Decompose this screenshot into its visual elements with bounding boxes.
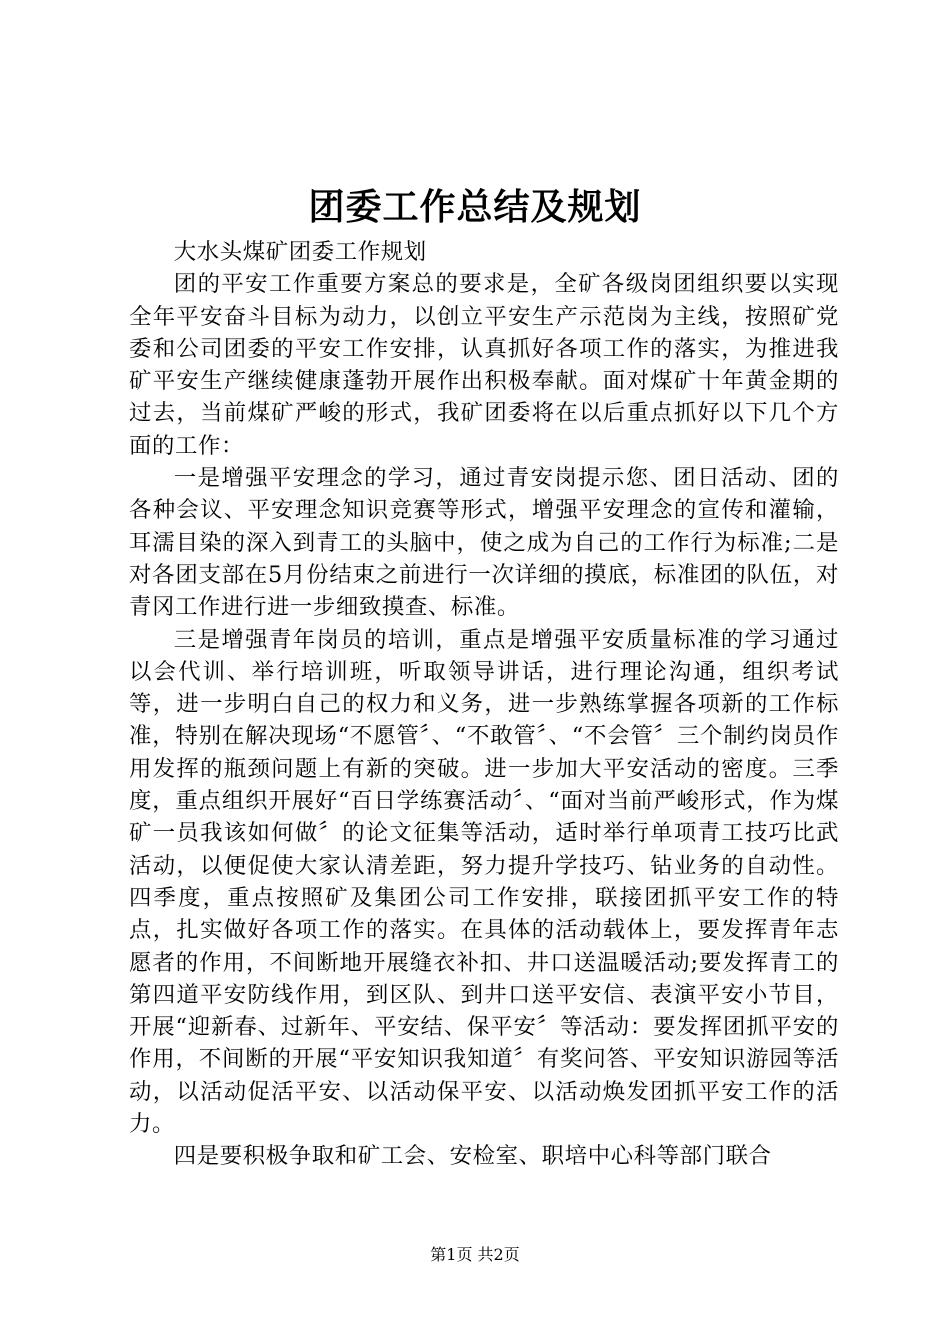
document-title: 团委工作总结及规划 (308, 187, 642, 228)
paragraph-point-four: 四是要积极争取和矿工会、安检室、职培中心科等部门联合 (173, 1143, 772, 1170)
paragraph-subtitle: 大水头煤矿团委工作规划 (173, 239, 427, 265)
page-number: 第1页 共2页 (430, 1245, 520, 1264)
paragraph-point-one: 一是增强平安理念的学习，通过青安岗提示您、团日活动、团的各种会议、平安理念知识竞赛等形式，增强平安理念的宣传和灌输，耳濡目染的深入到青工的头脑中，使之成为自己的工作行为标准;二是对各团支部在5月份结束之前进行一次详细的摸底，标准团的队伍，对青冈工作进行进一步细致摸查、标准。 (129, 465, 839, 621)
document-body (129, 236, 839, 1173)
paragraph-point-three: 三是增强青年岗员的培训，重点是增强平安质量标准的学习通过以会代训、举行培训班，听取领导讲话，进行理论沟通，组织考试等，进一步明白自己的权力和义务，进一步熟练掌握各项新的工作标准，特别在解决现场“不愿管〞、“不敢管〞、“不会管〞三个制约岗员作用发挥的瓶颈问题上有新的突破。进一步加大平安活动的密度。三季度，重点组织开展好“百日学练赛活动〞、“面对当前严峻形式，作为煤矿一员我该如何做〞的论文征集等活动，适时举行单项青工技巧比武活动，以便促使大家认清差距，努力提升学技巧、钻业务的自动性。四季度，重点按照矿及集团公司工作安排，联接团抓平安工作的特点，扎实做好各项工作的落实。在具体的活动载体上，要发挥青年志愿者的作用，不间断地开展缝衣补扣、井口送温暖活动;要发挥青工的第四道平安防线作用，到区队、到井口送平安信、表演平安小节目，开展“迎新春、过新年、平安结、保平安〞等活动：要发挥团抓平安的作用，不间断的开展“平安知识我知道〞有奖问答、平安知识游园等活动，以活动促活平安、以活动保平安、以活动焕发团抓平安工作的活力。 (129, 626, 839, 1138)
paragraph-intro: 团的平安工作重要方案总的要求是，全矿各级岗团组织要以实现全年平安奋斗目标为动力，以创立平安生产示范岗为主线，按照矿党委和公司团委的平安工作安排，认真抓好各项工作的落实，为推进我矿平安生产继续健康蓬勃开展作出积极奉献。面对煤矿十年黄金期的过去，当前煤矿严峻的形式，我矿团委将在以后重点抓好以下几个方面的工作： (129, 271, 839, 459)
